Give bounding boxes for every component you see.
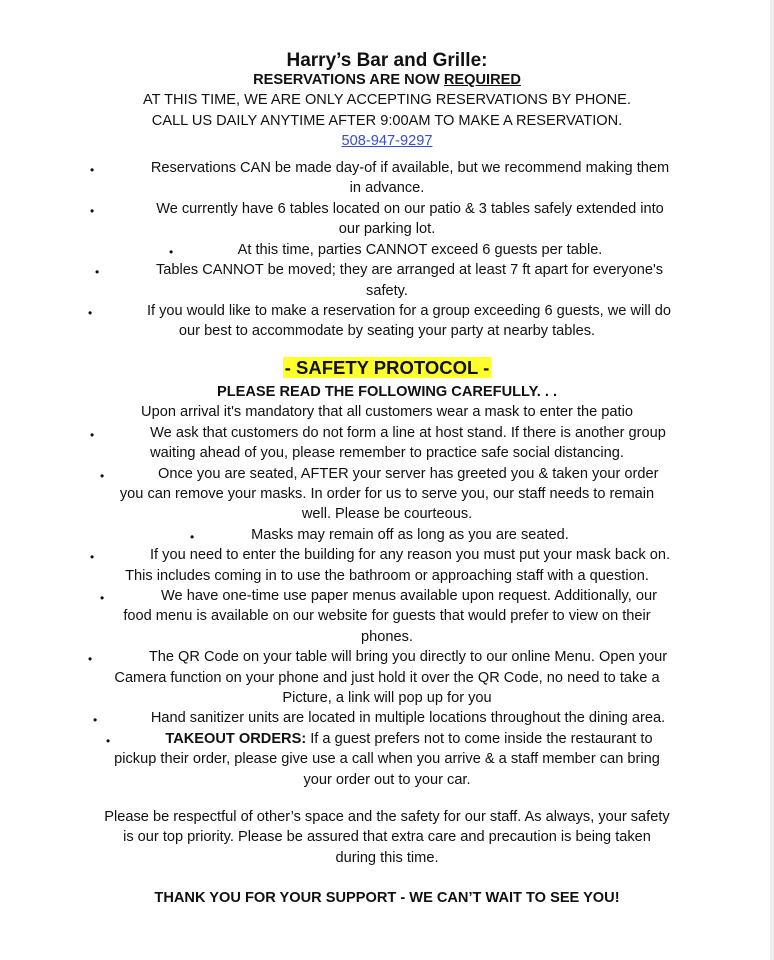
bullet: • xyxy=(169,245,174,259)
safety-5-line-1: We have one-time use paper menus available upon request. Additionally, our xyxy=(161,588,657,604)
bullet: • xyxy=(88,652,93,666)
safety-4-line-2: This includes coming in to use the bathroom or approaching staff with a question. xyxy=(125,568,649,584)
bullet: • xyxy=(90,428,95,442)
safety-7-line-1: Hand sanitizer units are located in multiple locations throughout the dining area. xyxy=(150,710,666,726)
page-edge xyxy=(770,0,774,960)
safety-2-line-1: Once you are seated, AFTER your server has greeted you & taken your order xyxy=(158,466,659,482)
closing-line-1: Please be respectful of other’s space and the safety for our staff. As always, your safety xyxy=(104,809,670,825)
closing-line-2: is our top priority. Please be assured that extra care and precaution is being taken xyxy=(123,829,651,845)
bullet: • xyxy=(88,306,93,320)
read-carefully: PLEASE READ THE FOLLOWING CAREFULLY. . . xyxy=(217,384,557,400)
bullet: • xyxy=(90,163,95,177)
safety-4-line-1: If you need to enter the building for any reason you must put your mask back on. xyxy=(150,547,671,563)
safety-6-line-2: Camera function on your phone and just hold it over the QR Code, no need to take a xyxy=(114,670,660,686)
bullet: • xyxy=(106,734,111,748)
safety-8-line-3: your order out to your car. xyxy=(303,772,471,788)
safety-heading-wrap xyxy=(60,356,714,382)
safety-3-line-1: Masks may remain off as long as you are seated. xyxy=(251,527,569,543)
safety-5-line-2: food menu is available on our website for guests that would prefer to view on their xyxy=(123,608,651,624)
page-title: Harry’s Bar and Grille: xyxy=(286,50,488,71)
takeout-label: TAKEOUT ORDERS: xyxy=(165,731,307,747)
required-prefix: RESERVATIONS ARE NOW xyxy=(253,72,440,88)
arrival-mask-line: Upon arrival it's mandatory that all customers wear a mask to enter the patio xyxy=(141,404,633,420)
safety-5-line-3: phones. xyxy=(361,629,413,645)
res-1-line-1: Reservations CAN be made day-of if available, but we recommend making them xyxy=(150,160,670,176)
takeout-text: If a guest prefers not to come inside the restaurant to xyxy=(306,731,653,747)
safety-2-line-2: you can remove your masks. In order for us to serve you, our staff needs to remain xyxy=(119,486,655,502)
safety-1-line-1: We ask that customers do not form a line at host stand. If there is another group xyxy=(150,425,666,441)
safety-8-line-2: pickup their order, please give use a call when you arrive & a staff member can bring xyxy=(114,751,660,767)
phone-link[interactable]: 508-947-9297 xyxy=(341,133,433,149)
safety-heading: - SAFETY PROTOCOL - xyxy=(284,357,490,378)
res-2-line-1: We currently have 6 tables located on our patio & 3 tables safely extended into xyxy=(156,201,664,217)
res-5-line-2: our best to accommodate by seating your party at nearby tables. xyxy=(178,323,596,339)
bullet: • xyxy=(95,265,100,279)
safety-6-line-3: Picture, a link will pop up for you xyxy=(282,690,492,706)
res-5-line-1: If you would like to make a reservation for a group exceeding 6 guests, we will do xyxy=(146,303,672,319)
closing-line-3: during this time. xyxy=(335,850,439,866)
bullet: • xyxy=(190,530,195,544)
phone-only-line: AT THIS TIME, WE ARE ONLY ACCEPTING RESERVATIONS BY PHONE. xyxy=(143,92,631,108)
bullet: • xyxy=(100,469,105,483)
bullet: • xyxy=(93,713,98,727)
call-daily-line: CALL US DAILY ANYTIME AFTER 9:00AM TO MAKE A RESERVATION. xyxy=(151,113,623,129)
res-2-line-2: our parking lot. xyxy=(338,221,436,237)
safety-8-line-1 xyxy=(164,729,654,749)
thank-you-line: THANK YOU FOR YOUR SUPPORT - WE CAN’T WAIT TO SEE YOU! xyxy=(154,890,620,906)
res-4-line-1: Tables CANNOT be moved; they are arranged at least 7 ft apart for everyone's xyxy=(155,262,664,278)
bullet: • xyxy=(100,591,105,605)
safety-1-line-2: waiting ahead of you, please remember to practice safe social distancing. xyxy=(150,445,624,461)
safety-2-line-3: well. Please be courteous. xyxy=(301,506,473,522)
res-1-line-2: in advance. xyxy=(349,180,425,196)
bullet: • xyxy=(90,550,95,564)
required-word: REQUIRED xyxy=(443,72,521,88)
res-3-line-1: At this time, parties CANNOT exceed 6 guests per table. xyxy=(237,242,603,258)
reservations-required-line xyxy=(60,70,714,90)
bullet: • xyxy=(90,204,95,218)
safety-6-line-1: The QR Code on your table will bring you directly to our online Menu. Open your xyxy=(148,649,668,665)
res-4-line-2: safety. xyxy=(366,283,408,299)
